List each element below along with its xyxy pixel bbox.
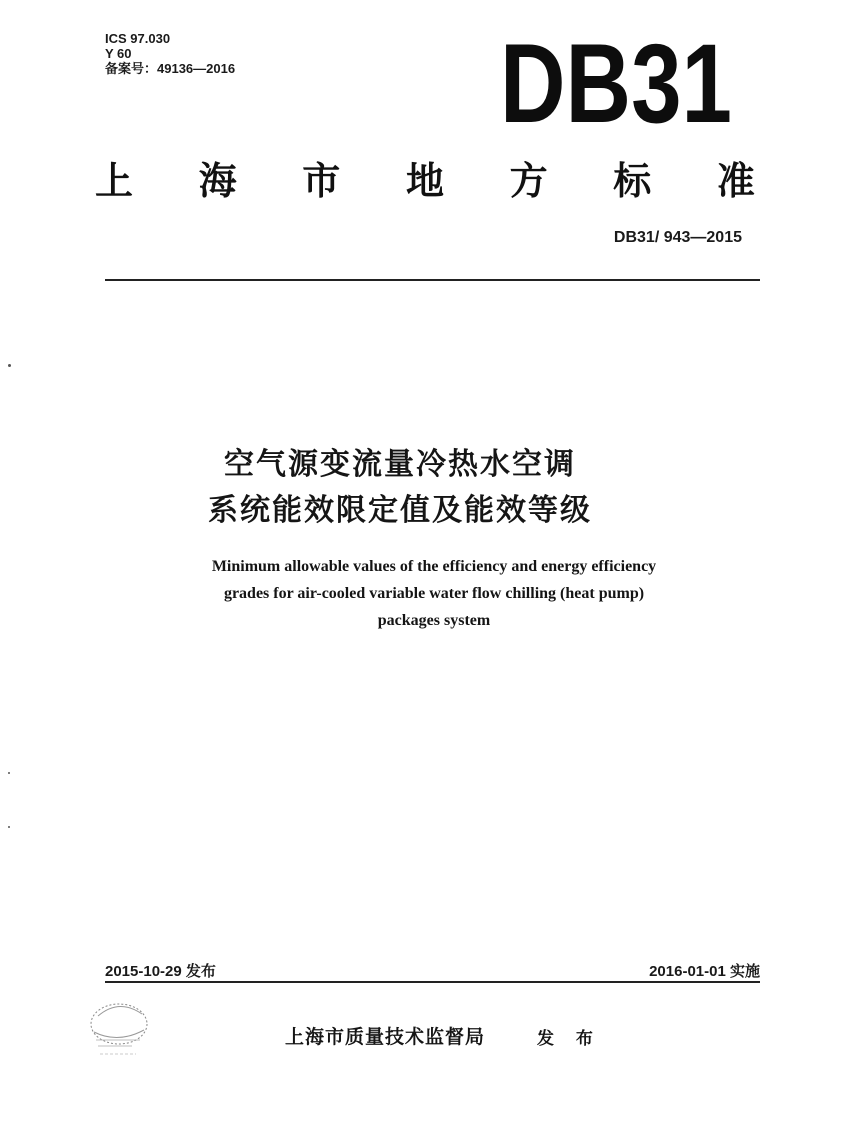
watermark-stamp [84, 996, 154, 1062]
scan-mark [8, 364, 11, 367]
ics-code: ICS 97.030 [105, 31, 171, 46]
standard-type-char: 标 [613, 159, 652, 203]
record-number: 备案号：49136—2016 [105, 61, 236, 76]
standard-type-char: 地 [405, 159, 444, 203]
scan-mark [8, 826, 10, 828]
header-meta [105, 31, 235, 76]
standard-type-char: 海 [198, 159, 237, 203]
standard-type [90, 150, 760, 205]
standard-type-char: 准 [716, 159, 755, 203]
standard-type-char: 市 [302, 159, 341, 203]
issue-date: 2015-10-29 发布 [105, 963, 216, 980]
title-cn-line1: 空气源变流量冷热水空调 [224, 447, 576, 482]
standard-number: DB31/ 943—2015 [613, 229, 742, 246]
title-en-line3: packages system [377, 612, 491, 629]
title-cn-line2: 系统能效限定值及能效等级 [208, 493, 592, 528]
standard-type-char: 上 [94, 159, 133, 203]
publisher-name: 上海市质量技术监督局 [285, 1026, 486, 1048]
title-en-line2: grades for air-cooled variable water flow chilling (heat pump) [223, 585, 645, 602]
title-en-line1: Minimum allowable values of the efficiency and energy efficiency [211, 558, 657, 575]
db31-logo-text: DB31 [500, 21, 732, 146]
top-divider [105, 279, 760, 281]
scan-mark [8, 772, 10, 774]
publish-label: 发 布 [537, 1029, 601, 1049]
ccs-code: Y 60 [105, 46, 132, 61]
bottom-divider [105, 981, 760, 983]
implement-date: 2016-01-01 实施 [649, 963, 760, 980]
db31-logo [496, 21, 736, 146]
standard-type-char: 方 [509, 159, 548, 203]
